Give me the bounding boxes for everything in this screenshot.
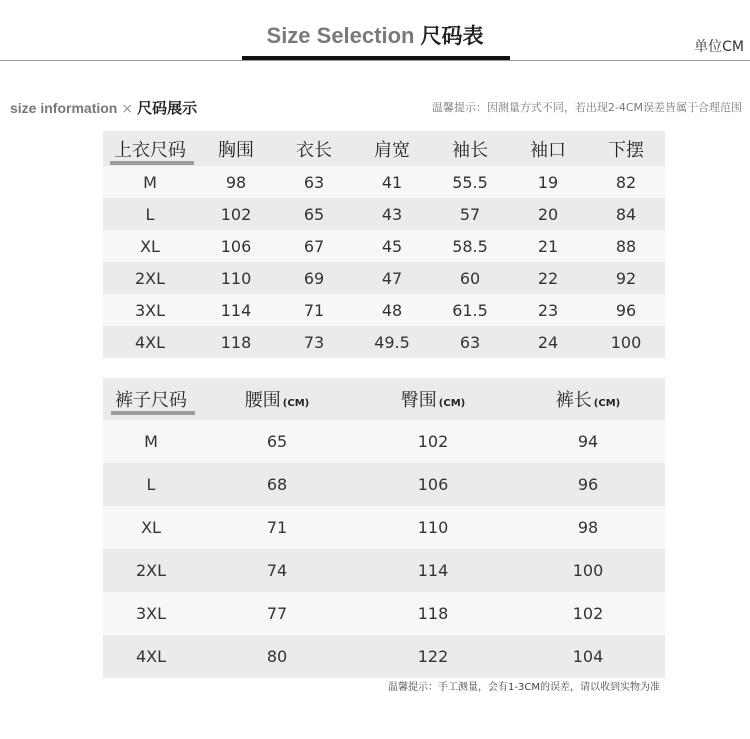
- value-cell: 58.5: [452, 236, 488, 256]
- size-cell: M: [144, 432, 158, 451]
- separator-mark: ×: [121, 101, 134, 117]
- size-cell: M: [143, 172, 157, 192]
- page-title: [0, 20, 750, 50]
- table-row: [103, 506, 665, 549]
- value-cell: 84: [615, 204, 637, 224]
- size-cell: 3XL: [135, 604, 167, 623]
- value-cell: 49.5: [374, 332, 410, 352]
- value-cell: 23: [537, 300, 559, 320]
- value-cell: 106: [220, 236, 252, 256]
- value-cell: 110: [417, 518, 449, 537]
- value-cell: 22: [537, 268, 559, 288]
- value-cell: 65: [303, 204, 325, 224]
- value-cell: 96: [577, 475, 599, 494]
- size-cell: XL: [140, 236, 160, 256]
- size-cell: 4XL: [134, 332, 166, 352]
- header-cell: 上衣尺码: [103, 136, 197, 162]
- value-cell: 60: [459, 268, 481, 288]
- value-cell: 69: [303, 268, 325, 288]
- value-cell: 57: [459, 204, 481, 224]
- top-size-table: [103, 131, 665, 358]
- value-cell: 94: [577, 432, 599, 451]
- size-cell: 4XL: [135, 647, 167, 666]
- value-cell: 24: [537, 332, 559, 352]
- value-cell: 110: [220, 268, 252, 288]
- size-cell: L: [146, 475, 156, 494]
- table-row: [103, 463, 665, 506]
- header-cell: 衣长: [296, 139, 332, 161]
- value-cell: 55.5: [452, 172, 488, 192]
- unit-suffix: (CM): [438, 398, 466, 409]
- table-row: [103, 592, 665, 635]
- unit-suffix: (CM): [593, 398, 621, 409]
- value-cell: 63: [303, 172, 325, 192]
- value-cell: 43: [381, 204, 403, 224]
- title-english: Size Selection: [266, 23, 415, 48]
- value-cell: 71: [266, 518, 288, 537]
- value-cell: 114: [417, 561, 449, 580]
- size-cell: L: [145, 204, 155, 224]
- header-cell: 裤长 (CM): [555, 390, 621, 411]
- size-info-heading: [10, 97, 197, 118]
- header-cell: 臀围 (CM): [400, 390, 466, 411]
- value-cell: 100: [572, 561, 604, 580]
- value-cell: 114: [220, 300, 252, 320]
- table-row: [103, 294, 665, 326]
- value-cell: 102: [417, 432, 449, 451]
- value-cell: 48: [381, 300, 403, 320]
- value-cell: 82: [615, 172, 637, 192]
- value-cell: 96: [615, 300, 637, 320]
- value-cell: 61.5: [452, 300, 488, 320]
- value-cell: 20: [537, 204, 559, 224]
- value-cell: 67: [303, 236, 325, 256]
- value-cell: 77: [266, 604, 288, 623]
- header-cell: 腰围 (CM): [244, 390, 310, 411]
- header-cell: 裤子尺码: [103, 386, 199, 412]
- table-row: [103, 420, 665, 463]
- value-cell: 68: [266, 475, 288, 494]
- value-cell: 45: [381, 236, 403, 256]
- value-cell: 19: [537, 172, 559, 192]
- table-row: [103, 230, 665, 262]
- title-chinese: 尺码表: [420, 25, 484, 48]
- table-row: [103, 635, 665, 678]
- table-header-row: [103, 131, 665, 166]
- value-cell: 100: [610, 332, 642, 352]
- value-cell: 73: [303, 332, 325, 352]
- table-row: [103, 262, 665, 294]
- value-cell: 102: [572, 604, 604, 623]
- value-cell: 71: [303, 300, 325, 320]
- value-cell: 63: [459, 332, 481, 352]
- table-row: [103, 166, 665, 198]
- value-cell: 47: [381, 268, 403, 288]
- size-cell: XL: [141, 518, 161, 537]
- table-row: [103, 549, 665, 592]
- value-cell: 41: [381, 172, 403, 192]
- size-cell: 3XL: [134, 300, 166, 320]
- value-cell: 65: [266, 432, 288, 451]
- value-cell: 106: [417, 475, 449, 494]
- size-cell: 2XL: [135, 561, 167, 580]
- size-info-english: size information: [10, 100, 118, 116]
- value-cell: 118: [220, 332, 252, 352]
- value-cell: 118: [417, 604, 449, 623]
- header-cell: 下摆: [608, 139, 644, 161]
- value-cell: 21: [537, 236, 559, 256]
- footer-tip: 温馨提示：手工测量，会有1-3CM的误差，请以收到实物为准: [388, 682, 660, 693]
- size-info-chinese: 尺码展示: [137, 99, 198, 117]
- value-cell: 80: [266, 647, 288, 666]
- value-cell: 88: [615, 236, 637, 256]
- value-cell: 104: [572, 647, 604, 666]
- measurement-tip: 温馨提示：因测量方式不同，若出现2-4CM误差皆属于合理范围: [431, 101, 742, 114]
- size-cell: 2XL: [134, 268, 166, 288]
- value-cell: 122: [417, 647, 449, 666]
- table-row: [103, 198, 665, 230]
- table-header-row: [103, 378, 665, 420]
- value-cell: 98: [577, 518, 599, 537]
- header-cell: 肩宽: [374, 139, 410, 161]
- header-cell: 袖口: [530, 139, 566, 161]
- pants-size-table: [103, 378, 665, 678]
- value-cell: 92: [615, 268, 637, 288]
- header-cell: 胸围: [218, 139, 254, 161]
- value-cell: 74: [266, 561, 288, 580]
- value-cell: 102: [220, 204, 252, 224]
- unit-suffix: (CM): [282, 398, 310, 409]
- unit-label: 单位CM: [694, 39, 744, 55]
- header-divider: [0, 60, 750, 61]
- header-cell: 袖长: [452, 139, 488, 161]
- value-cell: 98: [225, 172, 247, 192]
- table-row: [103, 326, 665, 358]
